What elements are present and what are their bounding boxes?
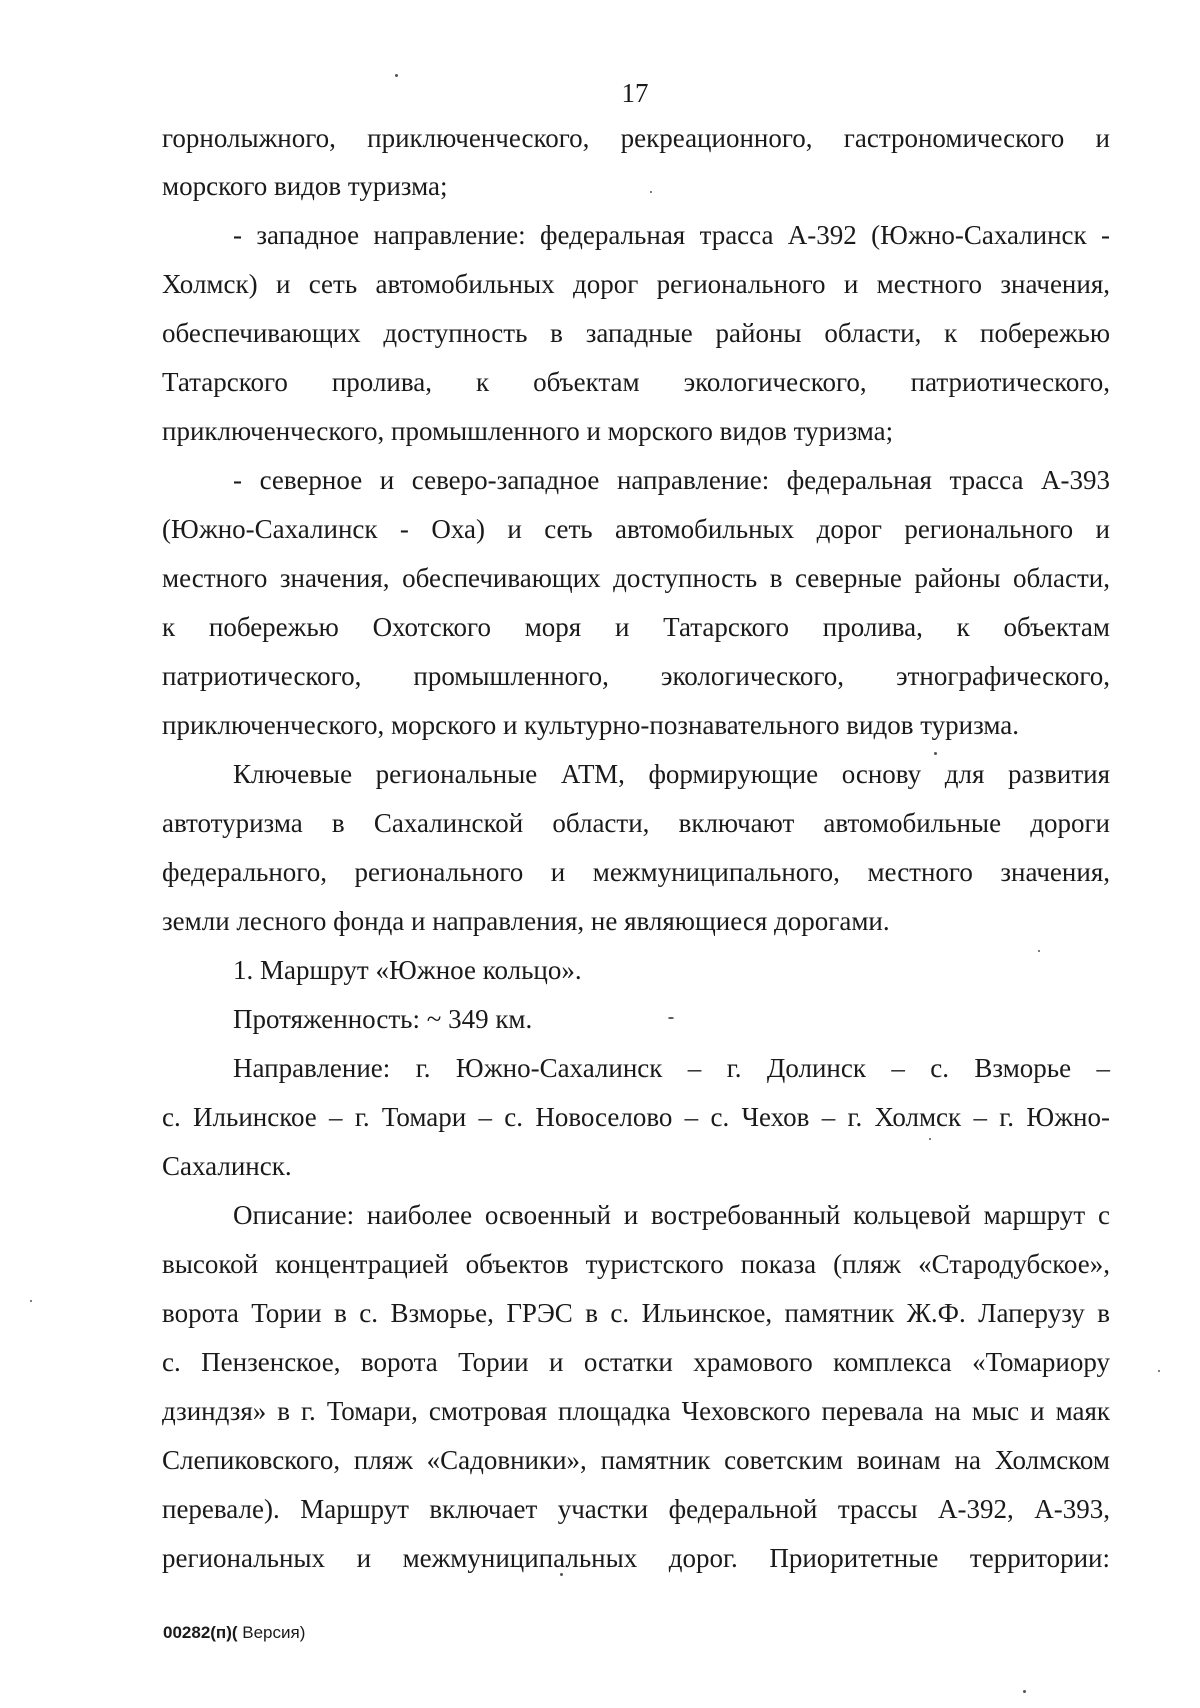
text-line: - западное направление: федеральная трасса А-392 (Южно-Сахалинск - xyxy=(233,220,1110,250)
text-line: с. Ильинское – г. Томари – с. Новоселово – с. Чехов – г. Холмск – г. Южно- xyxy=(162,1102,1110,1132)
text-line: Направление: г. Южно-Сахалинск – г. Долинск – с. Взморье – xyxy=(233,1053,1110,1083)
scan-speck xyxy=(560,1573,563,1576)
text-line: Описание: наиболее освоенный и востребованный кольцевой маршрут с xyxy=(233,1200,1110,1230)
text-line: патриотического, промышленного, экологического, этнографического, xyxy=(162,661,1110,691)
text-line: горнолыжного, приключенческого, рекреационного, гастрономического и xyxy=(162,123,1110,153)
text-line: с. Пензенское, ворота Тории и остатки храмового комплекса «Томариору xyxy=(162,1347,1110,1377)
text-line: земли лесного фонда и направления, не являющиеся дорогами. xyxy=(162,906,890,936)
text-line: Татарского пролива, к объектам экологического, патриотического, xyxy=(162,367,1110,397)
scan-speck xyxy=(1038,950,1040,952)
scan-speck xyxy=(668,1017,674,1019)
scan-speck xyxy=(1023,1690,1026,1693)
document-version: Версия) xyxy=(237,1623,306,1642)
text-line: высокой концентрацией объектов туристского показа (пляж «Стародубское», xyxy=(162,1249,1110,1279)
scan-speck xyxy=(650,191,652,193)
text-line: Сахалинск. xyxy=(162,1151,292,1181)
document-code-footer xyxy=(163,1623,305,1643)
text-line: дзиндзя» в г. Томари, смотровая площадка Чеховского перевала на мыс и маяк xyxy=(162,1396,1110,1426)
text-line: Слепиковского, пляж «Садовники», памятник советским воинам на Холмском xyxy=(162,1445,1110,1475)
text-line: ворота Тории в с. Взморье, ГРЭС в с. Ильинское, памятник Ж.Ф. Лаперузу в xyxy=(162,1298,1110,1328)
scan-speck xyxy=(395,74,398,77)
document-code: 00282(п)( xyxy=(163,1623,238,1642)
scan-speck xyxy=(934,752,937,755)
text-line: Холмск) и сеть автомобильных дорог регионального и местного значения, xyxy=(162,269,1110,299)
text-line: перевале). Маршрут включает участки федеральной трассы А-392, А-393, xyxy=(162,1494,1110,1524)
scan-speck xyxy=(929,1138,931,1140)
text-line: местного значения, обеспечивающих доступность в северные районы области, xyxy=(162,563,1110,593)
text-line: 1. Маршрут «Южное кольцо». xyxy=(233,955,582,985)
text-line: к побережью Охотского моря и Татарского пролива, к объектам xyxy=(162,612,1110,642)
text-line: федерального, регионального и межмуниципального, местного значения, xyxy=(162,857,1110,887)
text-line: морского видов туризма; xyxy=(162,171,448,201)
page-number: 17 xyxy=(621,78,649,108)
scan-speck xyxy=(1158,1370,1160,1372)
text-line: обеспечивающих доступность в западные районы области, к побережью xyxy=(162,318,1110,348)
text-line: региональных и межмуниципальных дорог. Приоритетные территории: xyxy=(162,1543,1110,1573)
text-line: Ключевые региональные АТМ, формирующие основу для развития xyxy=(233,759,1110,789)
text-line: приключенческого, морского и культурно-познавательного видов туризма. xyxy=(162,710,1020,740)
text-line: автотуризма в Сахалинской области, включают автомобильные дороги xyxy=(162,808,1110,838)
text-line: Протяженность: ~ 349 км. xyxy=(233,1004,533,1034)
text-line: - северное и северо-западное направление: федеральная трасса А-393 xyxy=(233,465,1110,495)
scan-speck xyxy=(30,1300,32,1302)
text-line: приключенческого, промышленного и морского видов туризма; xyxy=(162,416,894,446)
text-line: (Южно-Сахалинск - Оха) и сеть автомобильных дорог регионального и xyxy=(162,514,1110,544)
